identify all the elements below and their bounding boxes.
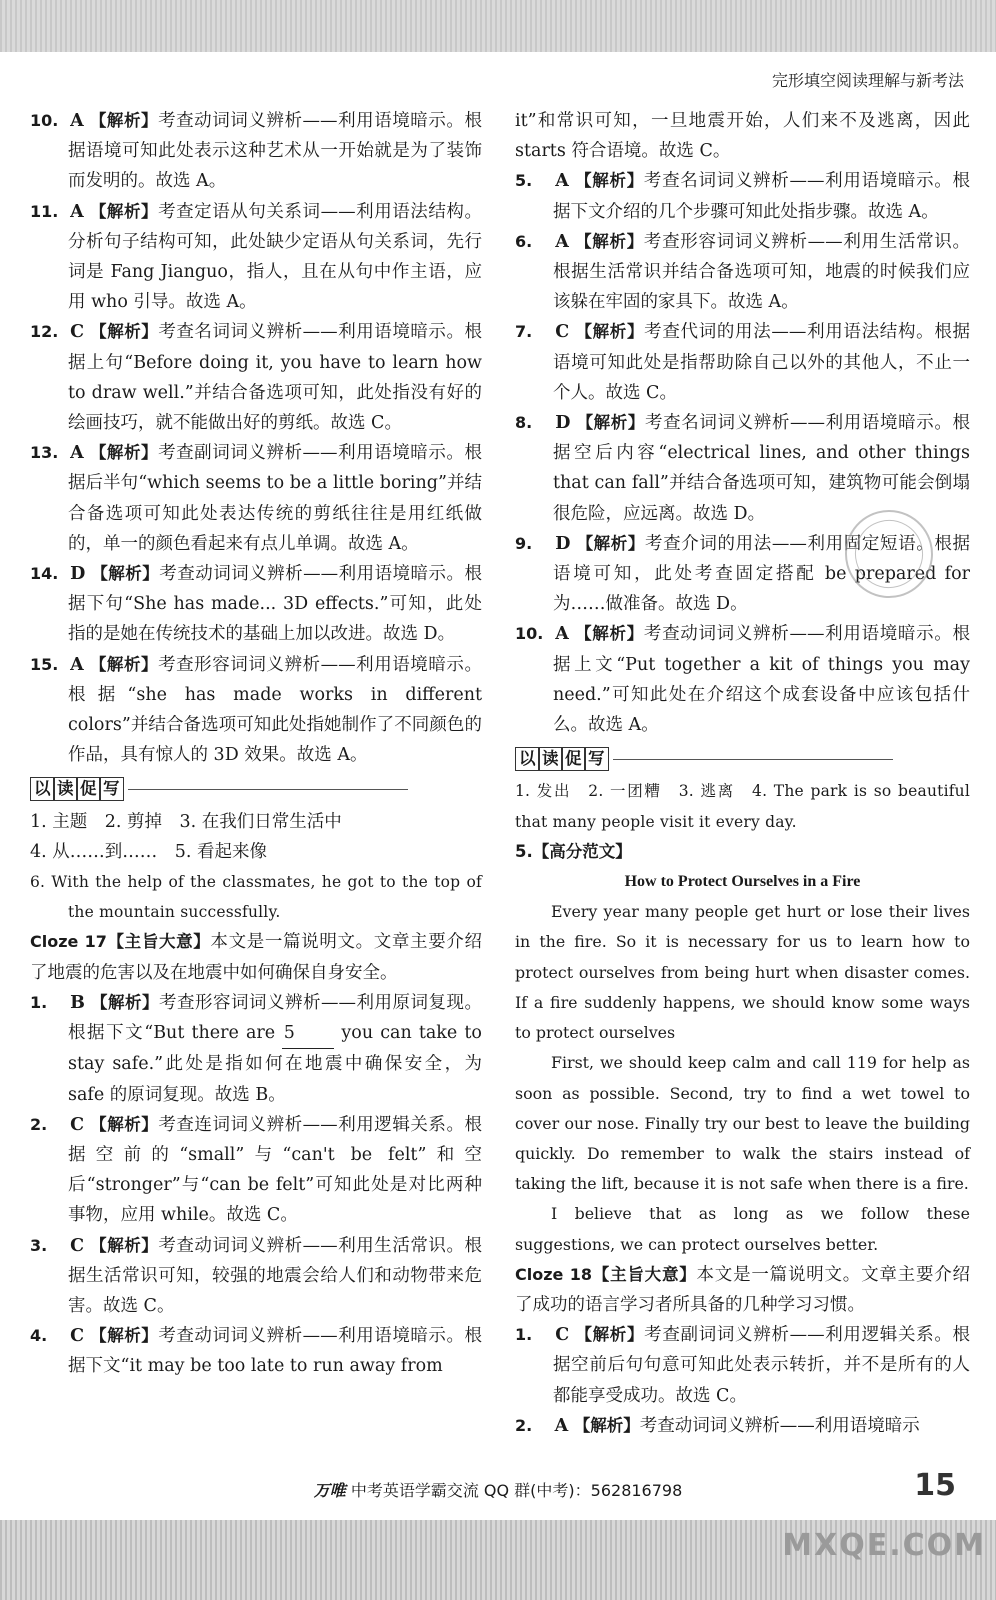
watermark: MXQE.COM [782, 1528, 986, 1563]
writing-answer-line: 1. 发出 2. 一团糟 3. 逃离 4. The park is so beautiful that many people visit it every day. [515, 782, 970, 831]
blank-number: 5 [282, 1018, 334, 1049]
essay-paragraph: I believe that as long as we follow these suggestions, we can protect ourselves better. [515, 1204, 970, 1254]
top-band [0, 0, 996, 52]
continued-text: it”和常识可知，一旦地震开始，人们来不及逃离，因此 starts 符合语境。故选 C。 [515, 111, 970, 162]
answer-entry: 1. B 【解析】考查形容词词义辨析——利用原词复现。根据下文“But there are 5 you can take to stay safe.”此处是指如何在地震中确保安全，为 safe 的原词复现。故选 B。 [30, 992, 483, 1105]
brand-logo: 万唯 [313, 1481, 346, 1500]
answer-entry: 13. A 【解析】考查副词词义辨析——利用语境暗示。根据后半句“which seems to be a little boring”并结合备选项可知此处表达传统的剪纸往往是用红纸做的，单一的颜色看起来有点儿单调。故选 A。 [30, 443, 482, 554]
answer-entry: 5. A 【解析】考查名词词义辨析——利用语境暗示。根据下文介绍的几个步骤可知此处指步骤。故选 A。 [515, 171, 970, 222]
page-number: 15 [914, 1468, 956, 1503]
answer-entry: 2. C 【解析】考查连词词义辨析——利用逻辑关系。根据空前的“small”与“can't be felt”和空后“stronger”与“can be felt”可知此处是对比两种事物，应用 while。故选 C。 [30, 1114, 482, 1226]
answer-entry: 3. C 【解析】考查动词词义辨析——利用生活常识。根据生活常识可知，较强的地震会给人们和动物带来危害。故选 C。 [30, 1235, 482, 1316]
model-essay-label: 5.【高分范文】 [515, 841, 632, 861]
running-header: 完形填空阅读理解与新考法 [771, 71, 964, 90]
cloze-18-summary: Cloze 18【主旨大意】本文是一篇说明文。文章主要介绍了成功的语言学习者所具备的几种学习习惯。 [515, 1264, 971, 1315]
answer-entry: 15. A 【解析】考查形容词词义辨析——利用语境暗示。根据“she has made works in different colors”并结合备选项可知此处指她制作了不同颜色的作品，具有惊人的 3D 效果。故选 A。 [30, 654, 482, 766]
answer-entry: 14. D 【解析】考查动词词义辨析——利用语境暗示。根据下句“She has made... 3D effects.”可知，此处指的是她在传统技术的基础上加以改进。故选 D。 [30, 564, 482, 645]
answer-entry: 9. D 【解析】考查介词的用法——利用固定短语。根据语境可知，此处考查固定搭配 be prepared for 为……做准备。故选 D。 [515, 533, 970, 615]
writing-answer-line: 6. With the help of the classmates, he got to the top of the mountain successfully. [30, 873, 482, 922]
section-title-read-to-write: 以 读 促 写 [515, 744, 893, 774]
writing-answer-line: 1. 主题 2. 剪掉 3. 在我们日常生活中 [30, 811, 342, 832]
answer-entry: 1. C 【解析】考查副词词义辨析——利用逻辑关系。根据空前后句句意可知此处表示转折，并不是所有的人都能享受成功。故选 C。 [515, 1325, 970, 1406]
section-title-read-to-write: 以 读 促 写 [30, 774, 408, 804]
section-rule [613, 759, 893, 760]
answer-entry: 2. A 【解析】考查动词词义辨析——利用语境暗示 [515, 1415, 920, 1436]
answer-entry: 4. C 【解析】考查动词词义辨析——利用语境暗示。根据下文“it may be too late to run away from [30, 1326, 482, 1377]
model-essay-title: How to Protect Ourselves in a Fire [624, 873, 861, 891]
answer-entry: 7. C 【解析】考查代词的用法——利用语法结构。根据语境可知此处是指帮助除自己以外的其他人，不止一个人。故选 C。 [515, 322, 970, 403]
answer-entry: 8. D 【解析】考查名词词义辨析——利用语境暗示。根据空后内容“electrical lines, and other things that can fall”并结合备选项可知，建筑物可能会倒塌很危险，应远离。故选 D。 [515, 413, 970, 524]
essay-paragraph: Every year many people get hurt or lose their lives in the fire. So it is necessary for us to learn how to protect ourselves from being hurt when disaster comes. If a fire suddenly happens, we should know some ways to protect ourselves [515, 902, 970, 1043]
cloze-17-summary: Cloze 17【主旨大意】本文是一篇说明文。文章主要介绍了地震的危害以及在地震中如何确保自身安全。 [30, 932, 483, 983]
essay-paragraph: First, we should keep calm and call 119 for help as soon as possible. Second, try to find a wet towel to cover our nose. Finally try our best to leave the building quickly. Do remember to walk the stairs instead of taking the lift, because it is not safe when there is a fire. [515, 1053, 970, 1194]
answer-entry: 10. A 【解析】考查动词词义辨析——利用语境暗示。根据语境可知此处表示这种艺术从一开始就是为了装饰而发明的。故选 A。 [30, 111, 482, 192]
section-rule [128, 789, 408, 790]
writing-answer-line: 4. 从……到…… 5. 看起来像 [30, 841, 268, 862]
footer: 万唯 中考英语学霸交流 QQ 群(中考)：562816798 [313, 1481, 683, 1500]
answer-entry: 12. C 【解析】考查名词词义辨析——利用语境暗示。根据上句“Before doing it, you have to learn how to draw well.”并结合备选项可知，此处指没有好的绘画技巧，就不能做出好的剪纸。故选 C。 [30, 322, 482, 434]
answer-entry: 10. A 【解析】考查动词词义辨析——利用语境暗示。根据上文“Put together a kit of things you may need.”可知此处在介绍这个成套设备中应该包括什么。故选 A。 [515, 624, 970, 736]
answer-entry: 6. A 【解析】考查形容词词义辨析——利用生活常识。根据生活常识并结合备选项可知，地震的时候我们应该躲在牢固的家具下。故选 A。 [515, 231, 970, 313]
right-column [515, 106, 970, 1441]
answer-entry: 11. A 【解析】考查定语从句关系词——利用语法结构。分析句子结构可知，此处缺少定语从句关系词，先行词是 Fang Jianguo，指人，且在从句中作主语，应用 who 引导。故选 A。 [30, 201, 482, 313]
left-column [30, 106, 482, 1382]
